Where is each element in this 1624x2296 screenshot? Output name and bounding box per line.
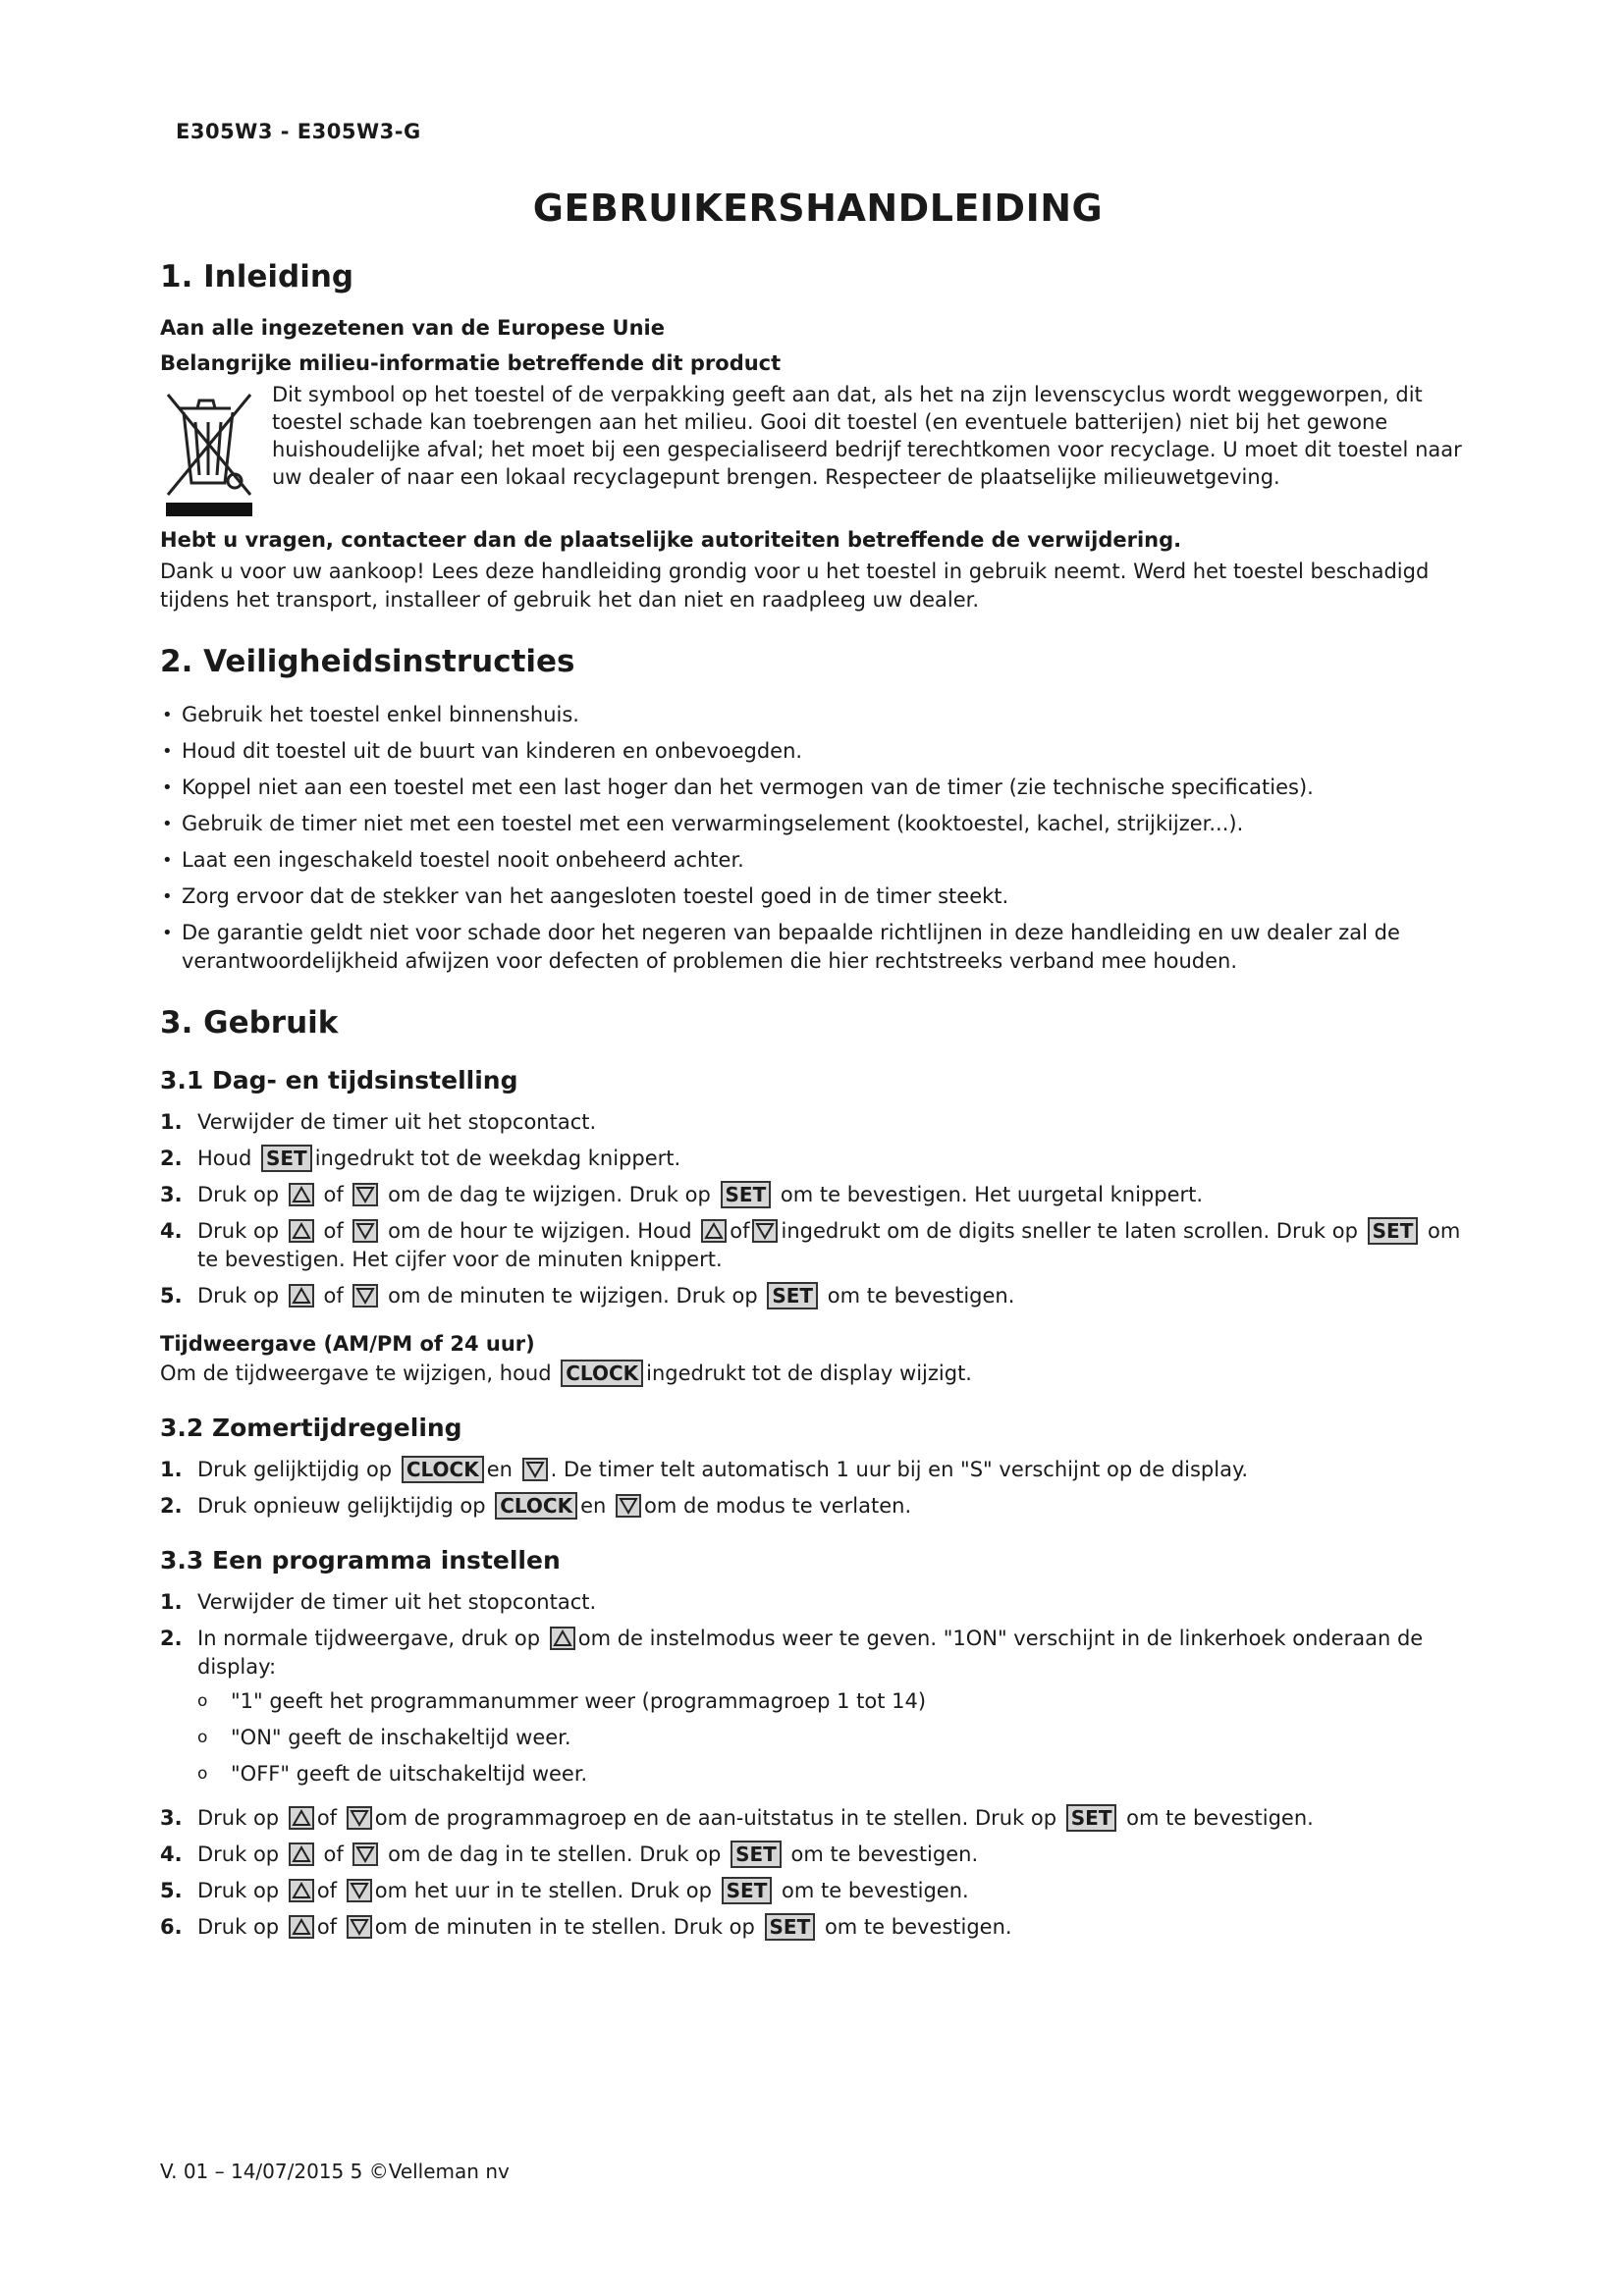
model-number: E305W3 - E305W3-G bbox=[176, 120, 421, 143]
list-item: 3. Druk op of om de programmagroep en de aan-uitstatus in te stellen. Druk op SET om te bevestigen. bbox=[160, 1806, 1314, 1830]
list-item: 5. Druk op of om de minuten te wijzigen. Druk op SET om te bevestigen. bbox=[160, 1284, 1015, 1308]
subsection-heading-3-2: 3.2 Zomertijdregeling bbox=[160, 1414, 462, 1442]
up-arrow-icon bbox=[289, 1806, 314, 1830]
time-setting-steps bbox=[160, 1108, 1476, 1310]
eu-heading: Aan alle ingezetenen van de Europese Unie bbox=[160, 316, 665, 340]
weee-block bbox=[160, 381, 1476, 518]
list-item: • Gebruik het toestel enkel binnenshuis. bbox=[160, 701, 1476, 729]
down-arrow-icon bbox=[347, 1879, 372, 1902]
list-item: 4. Druk op of om de dag in te stellen. Druk op SET om te bevestigen. bbox=[160, 1842, 979, 1866]
down-arrow-icon bbox=[352, 1284, 378, 1308]
list-item: • Zorg ervoor dat de stekker van het aangesloten toestel goed in de timer steekt. bbox=[160, 882, 1476, 911]
page-title: GEBRUIKERSHANDLEIDING bbox=[532, 187, 1104, 230]
set-key: SET bbox=[721, 1181, 772, 1208]
thanks-paragraph: Dank u voor uw aankoop! Lees deze handleiding grondig voor u het toestel in gebruik neemt. Werd het toestel beschadigd tijdens het transport, installeer of gebruik het dan niet en raadpleeg uw dealer. bbox=[160, 560, 1430, 612]
list-item: 4. Druk op of om de hour te wijzigen. Houd of ingedrukt om de digits sneller te laten scrollen. Druk op SET om te bevestigen. Het cijfer voor de minuten knippert. bbox=[160, 1219, 1461, 1271]
up-arrow-icon bbox=[289, 1219, 314, 1243]
section-heading-inleiding: 1. Inleiding bbox=[160, 259, 354, 294]
set-key: SET bbox=[731, 1841, 782, 1868]
list-item: • Houd dit toestel uit de buurt van kinderen en onbevoegden. bbox=[160, 737, 1476, 766]
program-steps bbox=[160, 1588, 1476, 1942]
weee-description: Dit symbool op het toestel of de verpakking geeft aan dat, als het na zijn levenscyclus wordt weggeworpen, dit toestel schade kan toebrengen aan het milieu. Gooi dit toestel (en eventuele batterijen) niet bij het gewone huishoudelijke afval; het moet bij een gespecialiseerd bedrijf terechtkomen voor recyclage. U moet dit toestel naar uw dealer of naar een lokaal recyclagepunt brengen. Respecteer de plaatselijke milieuwetgeving. bbox=[272, 383, 1462, 489]
set-key: SET bbox=[767, 1282, 818, 1309]
list-item: 1. Verwijder de timer uit het stopcontact. bbox=[160, 1590, 597, 1614]
list-item: 2. In normale tijdweergave, druk op om de instelmodus weer te geven. "1ON" verschijnt in de linkerhoek onderaan de display: o "1" geeft het programmanummer weer (programmagroep 1 tot 14) o "ON" geeft de inschakeltijd weer. o "OFF" geeft de uitschakeltijd weer. bbox=[160, 1625, 1476, 1796]
set-key: SET bbox=[1368, 1217, 1419, 1245]
environment-heading: Belangrijke milieu-informatie betreffende dit product bbox=[160, 351, 782, 375]
section-heading-veiligheid: 2. Veiligheidsinstructies bbox=[160, 644, 575, 679]
set-key: SET bbox=[765, 1913, 816, 1941]
down-arrow-icon bbox=[352, 1183, 378, 1206]
clock-key: CLOCK bbox=[561, 1360, 643, 1387]
subsection-heading-3-1: 3.1 Dag- en tijdsinstelling bbox=[160, 1066, 518, 1095]
set-key: SET bbox=[1066, 1804, 1117, 1832]
up-arrow-icon bbox=[289, 1284, 314, 1308]
clock-format-heading: Tijdweergave (AM/PM of 24 uur) bbox=[160, 1332, 535, 1356]
list-item: 5. Druk op of om het uur in te stellen. Druk op SET om te bevestigen. bbox=[160, 1879, 969, 1902]
list-item: 2. Druk opnieuw gelijktijdig op CLOCK en om de modus te verlaten. bbox=[160, 1494, 912, 1518]
down-arrow-icon bbox=[352, 1842, 378, 1866]
list-item: o "ON" geeft de inschakeltijd weer. bbox=[197, 1726, 571, 1749]
set-key: SET bbox=[722, 1877, 773, 1904]
list-item: • Gebruik de timer niet met een toestel met een verwarmingselement (kooktoestel, kachel, strijkijzer...). bbox=[160, 810, 1476, 838]
up-arrow-icon bbox=[289, 1879, 314, 1902]
list-item: • Koppel niet aan een toestel met een last hoger dan het vermogen van de timer (zie technische specificaties). bbox=[160, 774, 1476, 802]
down-arrow-icon bbox=[352, 1219, 378, 1243]
clock-format-text: Om de tijdweergave te wijzigen, houd CLOCK ingedrukt tot de display wijzigt. bbox=[160, 1362, 972, 1385]
disposal-note: Hebt u vragen, contacteer dan de plaatselijke autoriteiten betreffende de verwijdering. bbox=[160, 528, 1182, 552]
list-item: • De garantie geldt niet voor schade door het negeren van bepaalde richtlijnen in deze handleiding en uw dealer zal de verantwoordelijkheid afwijzen voor defecten of problemen die hier rechtstreeks verband mee houden. bbox=[160, 919, 1476, 976]
list-item: o "OFF" geeft de uitschakeltijd weer. bbox=[197, 1762, 588, 1786]
subsection-heading-3-3: 3.3 Een programma instellen bbox=[160, 1546, 561, 1575]
down-arrow-icon bbox=[347, 1806, 372, 1830]
down-arrow-icon bbox=[616, 1494, 641, 1518]
down-arrow-icon bbox=[522, 1458, 548, 1481]
weee-bin-icon bbox=[160, 381, 258, 518]
down-arrow-icon bbox=[347, 1915, 372, 1939]
list-item: 6. Druk op of om de minuten in te stellen. Druk op SET om te bevestigen. bbox=[160, 1915, 1012, 1939]
safety-list bbox=[160, 701, 1476, 976]
list-item: 3. Druk op of om de dag te wijzigen. Druk op SET om te bevestigen. Het uurgetal knippert. bbox=[160, 1183, 1204, 1206]
list-item: 1. Verwijder de timer uit het stopcontact. bbox=[160, 1110, 597, 1134]
list-item: • Laat een ingeschakeld toestel nooit onbeheerd achter. bbox=[160, 846, 1476, 875]
clock-key: CLOCK bbox=[402, 1456, 484, 1483]
clock-key: CLOCK bbox=[495, 1492, 577, 1520]
up-arrow-icon bbox=[550, 1627, 575, 1650]
list-item: o "1" geeft het programmanummer weer (programmagroep 1 tot 14) bbox=[197, 1689, 927, 1713]
up-arrow-icon bbox=[289, 1915, 314, 1939]
up-arrow-icon bbox=[701, 1219, 727, 1243]
program-sub-list bbox=[197, 1687, 1476, 1789]
list-item: 2. Houd SET ingedrukt tot de weekdag knippert. bbox=[160, 1147, 681, 1170]
section-heading-gebruik: 3. Gebruik bbox=[160, 1005, 339, 1041]
up-arrow-icon bbox=[289, 1183, 314, 1206]
manual-page bbox=[160, 108, 1476, 1949]
down-arrow-icon bbox=[752, 1219, 778, 1243]
up-arrow-icon bbox=[289, 1842, 314, 1866]
dst-steps bbox=[160, 1456, 1476, 1521]
page-footer: V. 01 – 14/07/2015 5 ©Velleman nv bbox=[160, 2160, 510, 2183]
set-key: SET bbox=[261, 1145, 312, 1172]
list-item: 1. Druk gelijktijdig op CLOCK en . De timer telt automatisch 1 uur bij en "S" verschijnt op de display. bbox=[160, 1458, 1249, 1481]
